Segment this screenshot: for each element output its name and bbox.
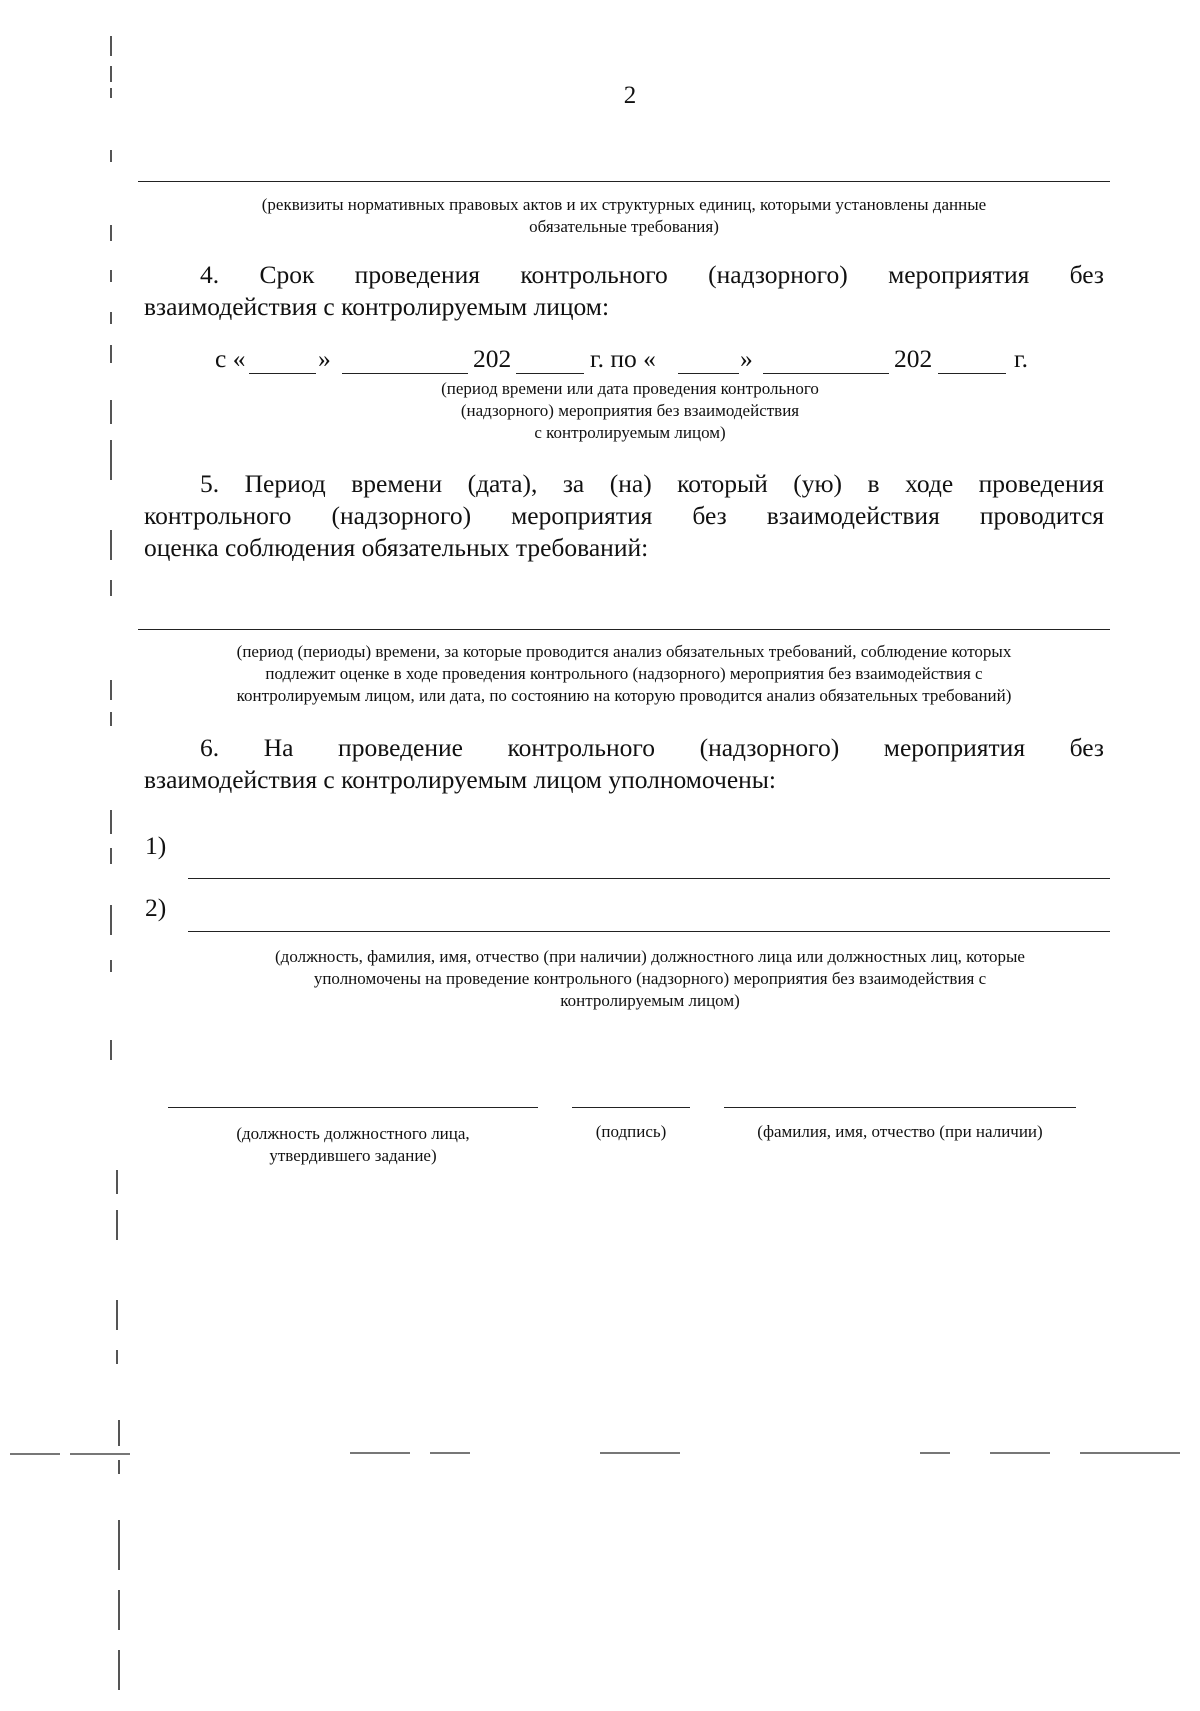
section-6-heading <box>144 732 1104 796</box>
scan-artifact <box>110 680 112 700</box>
scan-artifact <box>70 1453 130 1455</box>
scan-artifact <box>110 400 112 424</box>
scan-artifact <box>116 1170 118 1194</box>
scan-artifact <box>110 88 112 98</box>
date-from-day-field[interactable] <box>249 373 316 374</box>
date-from-year-field[interactable] <box>516 373 584 374</box>
scan-artifact <box>116 1350 118 1364</box>
page-number: 2 <box>623 82 637 109</box>
signature-field[interactable] <box>572 1107 690 1108</box>
date-to-month-field[interactable] <box>763 373 889 374</box>
scan-artifact <box>118 1650 120 1690</box>
paragraph-line: 6. На проведение контрольного (надзорного) мероприятия без <box>200 733 1104 762</box>
scan-artifact <box>110 66 112 82</box>
paragraph-line: оценка соблюдения обязательных требований: <box>144 533 649 562</box>
scan-artifact <box>110 810 112 834</box>
scan-artifact <box>110 1040 112 1060</box>
date-from-year-prefix: 202 <box>473 344 512 373</box>
paragraph-line: взаимодействия с контролируемым лицом уполномочены: <box>144 765 776 794</box>
paragraph-line: контрольного (надзорного) мероприятия без взаимодействия проводится <box>144 501 1104 530</box>
scan-artifact <box>110 440 112 480</box>
caption-line: контролируемым лицом) <box>560 991 740 1010</box>
scan-artifact <box>110 580 112 596</box>
scan-artifact <box>110 36 112 56</box>
assessment-period-caption <box>138 641 1110 707</box>
scan-artifact <box>920 1452 950 1454</box>
scan-artifact <box>110 848 112 864</box>
date-to-year-field[interactable] <box>938 373 1006 374</box>
caption-line: уполномочены на проведение контрольного (надзорного) мероприятия без взаимодействия с <box>313 969 987 988</box>
date-range-row <box>0 344 1200 378</box>
scan-artifact <box>118 1420 120 1446</box>
caption-line: (должность должностного лица, <box>236 1124 470 1143</box>
approver-name-field[interactable] <box>724 1107 1076 1108</box>
authorized-official-1-field[interactable] <box>188 878 1110 879</box>
date-to-label: г. по « <box>590 344 656 373</box>
caption-line: (надзорного) мероприятия без взаимодействия <box>460 401 800 420</box>
year-suffix: г. <box>1014 344 1028 373</box>
list-item-number: 2) <box>145 893 167 922</box>
approver-position-field[interactable] <box>168 1107 538 1108</box>
paragraph-line: взаимодействия с контролируемым лицом: <box>144 292 610 321</box>
caption-line: (период (периоды) времени, за которые проводится анализ обязательных требований, соблюдение которых <box>236 642 1012 661</box>
scan-artifact <box>110 530 112 560</box>
scan-artifact <box>118 1520 120 1570</box>
date-to-day-field[interactable] <box>678 373 739 374</box>
scan-artifact <box>110 150 112 162</box>
date-to-year-prefix: 202 <box>894 344 933 373</box>
date-from-close-quote: » <box>318 344 331 373</box>
assessment-period-field-line[interactable] <box>138 629 1110 630</box>
scan-artifact <box>110 712 112 726</box>
scan-artifact <box>116 1300 118 1330</box>
caption-line: с контролируемым лицом) <box>534 423 726 442</box>
scan-artifact <box>600 1452 680 1454</box>
scan-artifact <box>110 270 112 282</box>
authorized-officials-caption <box>190 946 1110 1012</box>
section-4-heading <box>144 259 1104 323</box>
scan-artifact <box>1080 1452 1180 1454</box>
signature-caption: (подпись) <box>595 1122 667 1141</box>
scan-artifact <box>116 1210 118 1240</box>
scan-artifact <box>110 225 112 241</box>
paragraph-line: 4. Срок проведения контрольного (надзорного) мероприятия без <box>200 260 1104 289</box>
scan-artifact <box>350 1452 410 1454</box>
date-from-month-field[interactable] <box>342 373 468 374</box>
scan-artifact <box>10 1453 60 1455</box>
date-from-label: с « <box>215 344 246 373</box>
scan-artifact <box>118 1460 120 1474</box>
scan-artifact <box>118 1590 120 1630</box>
date-to-close-quote: » <box>740 344 753 373</box>
caption-line: (должность, фамилия, имя, отчество (при наличии) должностного лица или должностных лиц, которые <box>275 947 1025 966</box>
scan-artifact <box>110 960 112 972</box>
scan-artifact <box>110 905 112 935</box>
caption-line: утвердившего задание) <box>269 1146 437 1165</box>
section-5-heading <box>144 468 1104 564</box>
scan-artifact <box>430 1452 470 1454</box>
caption-line: обязательные требования) <box>529 217 719 236</box>
date-range-caption <box>300 378 960 444</box>
caption-line: (реквизиты нормативных правовых актов и их структурных единиц, которыми установлены данные <box>261 195 987 214</box>
caption-line: подлежит оценке в ходе проведения контрольного (надзорного) мероприятия без взаимодействия с <box>265 664 983 683</box>
scan-artifact <box>110 312 112 324</box>
list-item-number: 1) <box>145 831 167 860</box>
requisites-caption <box>138 194 1110 238</box>
caption-line: контролируемым лицом, или дата, по состоянию на которую проводится анализ обязательных требований) <box>236 686 1012 705</box>
paragraph-line: 5. Период времени (дата), за (на) который (ую) в ходе проведения <box>200 469 1104 498</box>
approver-position-caption <box>168 1123 538 1167</box>
caption-line: (период времени или дата проведения контрольного <box>441 379 819 398</box>
approver-name-caption: (фамилия, имя, отчество (при наличии) <box>757 1122 1043 1141</box>
authorized-official-2-field[interactable] <box>188 931 1110 932</box>
scan-artifact <box>990 1452 1050 1454</box>
requisites-field-line <box>138 181 1110 182</box>
